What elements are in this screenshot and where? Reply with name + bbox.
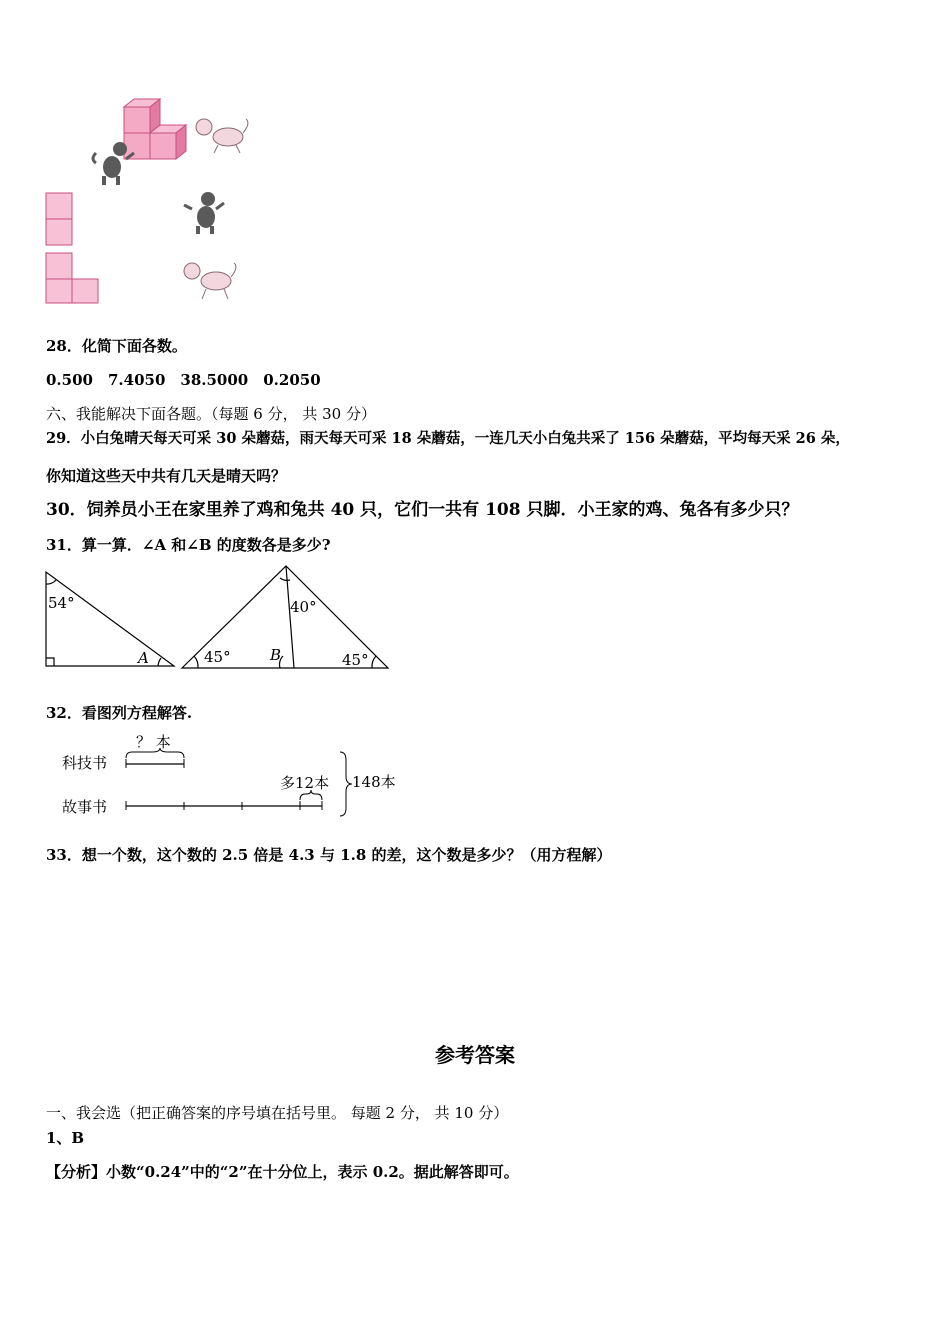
- view-option-2: [46, 253, 98, 303]
- answer-1-analysis: 【分析】小数“0.24”中的“2”在十分位上，表示 0.2。据此解答即可。: [46, 1163, 519, 1181]
- total-label: 148本: [352, 773, 396, 791]
- q31-triangles: [40, 562, 400, 674]
- monkey-icon: [184, 192, 224, 234]
- angle-b-label: B: [270, 646, 282, 664]
- answers-section1-heading: 一、我会选（把正确答案的序号填在括号里。 每题 2 分， 共 10 分）: [46, 1104, 509, 1122]
- right-angle-right: 45°: [342, 651, 369, 669]
- q29-line2: 你知道这些天中共有几天是晴天吗？: [46, 467, 287, 485]
- q30-text: 30．饲养员小王在家里养了鸡和兔共 40 只，它们一共有 108 只脚．小王家的鸡、兔各有多少只？: [46, 500, 799, 520]
- q32-text: 32．看图列方程解答.: [46, 704, 193, 722]
- q32-line-diagram: [58, 728, 408, 820]
- dog-icon: [184, 263, 236, 299]
- extra-label: 多12本: [280, 774, 330, 792]
- total-brace: [340, 752, 352, 816]
- right-angle-left: 45°: [204, 648, 231, 666]
- answers-title: 参考答案: [435, 1043, 515, 1067]
- q29-line1: 29．小白兔晴天每天可采 30 朵蘑菇，雨天每天可采 18 朵蘑菇，一连几天小白兔共采了 156 朵蘑菇，平均每天采 26 朵，: [46, 430, 850, 447]
- answer-1: 1、B: [46, 1129, 85, 1147]
- view-option-1: [46, 193, 72, 245]
- row2-label: 故事书: [62, 798, 108, 816]
- unknown-label: ？ 本: [136, 733, 171, 751]
- q33-text: 33．想一个数，这个数的 2.5 倍是 4.3 与 1.8 的差，这个数是多少？（用方程解）: [46, 846, 612, 864]
- right-angle-top: 40°: [290, 598, 317, 616]
- q27-figure: [40, 95, 260, 310]
- cube-stack: [124, 99, 186, 159]
- section6-heading: 六、我能解决下面各题。（每题 6 分， 共 30 分）: [46, 405, 376, 423]
- q31-text: 31．算一算．∠A 和∠B 的度数各是多少?: [46, 536, 331, 554]
- angle-a-label: A: [138, 649, 149, 667]
- q28-numbers: 0.500 7.4050 38.5000 0.2050: [46, 371, 321, 389]
- q28-text: 28．化简下面各数。: [46, 337, 187, 355]
- row1-label: 科技书: [62, 754, 108, 772]
- left-triangle: [46, 572, 174, 666]
- left-angle-top: 54°: [48, 594, 75, 612]
- dog-icon: [196, 119, 248, 153]
